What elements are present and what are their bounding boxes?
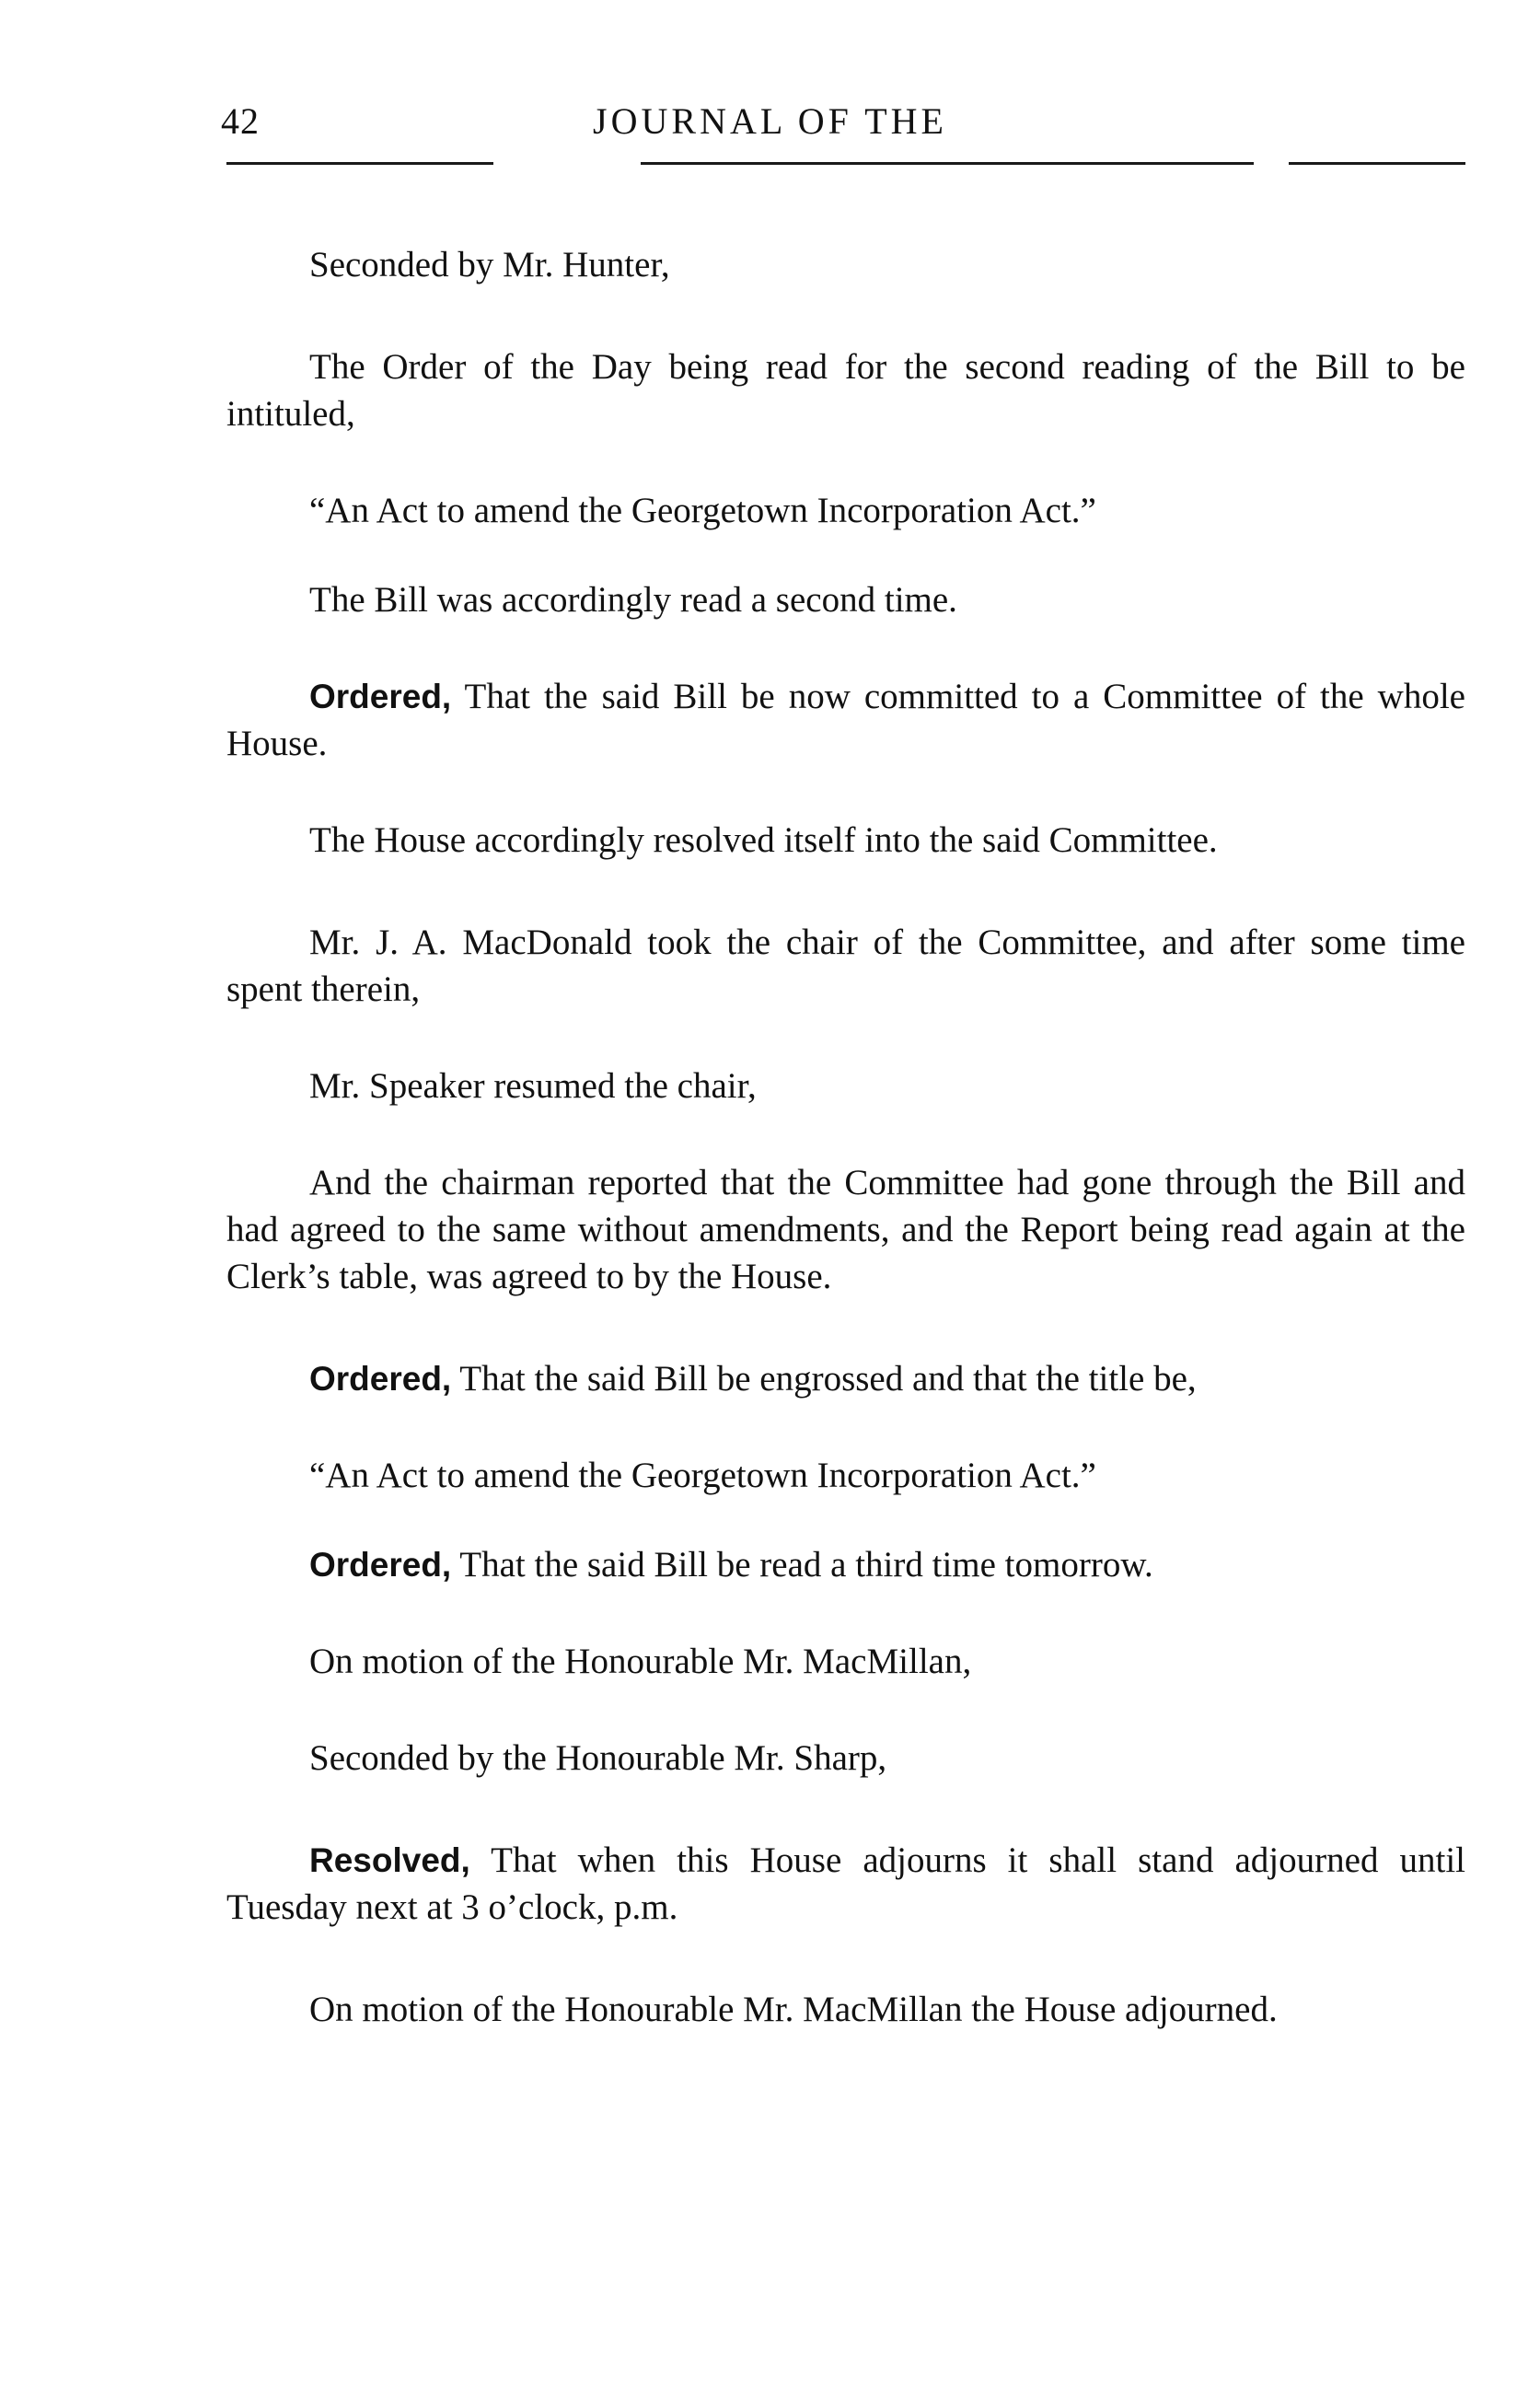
resolved-lead: Resolved,: [309, 1841, 470, 1879]
paragraph-text: The Bill was accordingly read a second time.: [309, 580, 957, 620]
page-number: 42: [221, 100, 260, 142]
paragraph-text: Seconded by Mr. Hunter,: [309, 245, 670, 284]
paragraph-seconded-hunter: [226, 241, 1465, 288]
paragraph-text: Mr. Speaker resumed the chair,: [309, 1066, 757, 1106]
paragraph-second-reading: [226, 576, 1465, 623]
paragraph-ordered-third-reading: [226, 1541, 1465, 1588]
paragraph-macdonald-chair: [226, 919, 1465, 1013]
paragraph-text: “An Act to amend the Georgetown Incorporation Act.”: [309, 491, 1096, 530]
paragraph-house-resolved: [226, 817, 1465, 864]
paragraph-text: “An Act to amend the Georgetown Incorporation Act.”: [309, 1456, 1096, 1495]
header-rule-right: [1289, 162, 1465, 165]
paragraph-ordered-committed: [226, 673, 1465, 767]
paragraph-act-title-repeat: [226, 1452, 1465, 1499]
paragraph-chairman-reported: [226, 1159, 1465, 1300]
paragraph-text: That the said Bill be now committed to a Committee of the whole House.: [226, 677, 1465, 763]
paragraph-text: And the chairman reported that the Committee had gone through the Bill and had agreed to the same without amendments, and the Report being read again at the Clerk’s table, was agreed to by the House.: [226, 1163, 1465, 1296]
header-rule-center: [641, 162, 1254, 165]
journal-body: [226, 241, 1465, 2033]
paragraph-text: Mr. J. A. MacDonald took the chair of the Committee, and after some time spent therein,: [226, 923, 1465, 1009]
paragraph-speaker-resumed: [226, 1062, 1465, 1109]
ordered-lead: Ordered,: [309, 1546, 452, 1584]
paragraph-act-title: [226, 487, 1465, 534]
paragraph-motion-macmillan: [226, 1638, 1465, 1685]
paragraph-seconded-sharp: [226, 1735, 1465, 1782]
paragraph-text: On motion of the Honourable Mr. MacMillan the House adjourned.: [309, 1990, 1278, 2029]
ordered-lead: Ordered,: [309, 1360, 452, 1398]
paragraph-text: The Order of the Day being read for the second reading of the Bill to be intituled,: [226, 347, 1465, 434]
paragraph-text: The House accordingly resolved itself into the said Committee.: [309, 820, 1218, 860]
paragraph-order-of-day: [226, 343, 1465, 437]
paragraph-ordered-engrossed: [226, 1355, 1465, 1402]
paragraph-text: That the said Bill be read a third time tomorrow.: [459, 1545, 1153, 1585]
running-head: JOURNAL OF THE: [593, 100, 947, 142]
paragraph-text: On motion of the Honourable Mr. MacMillan,: [309, 1642, 972, 1681]
paragraph-text: Seconded by the Honourable Mr. Sharp,: [309, 1738, 887, 1778]
paragraph-text: That when this House adjourns it shall stand adjourned until Tuesday next at 3 o’clock, p.m.: [226, 1840, 1466, 1927]
paragraph-house-adjourned: [226, 1986, 1465, 2033]
ordered-lead: Ordered,: [309, 678, 452, 715]
paragraph-text: That the said Bill be engrossed and that the title be,: [459, 1359, 1197, 1399]
header-rule-left: [226, 162, 493, 165]
paragraph-resolved-adjourn: [226, 1837, 1465, 1931]
